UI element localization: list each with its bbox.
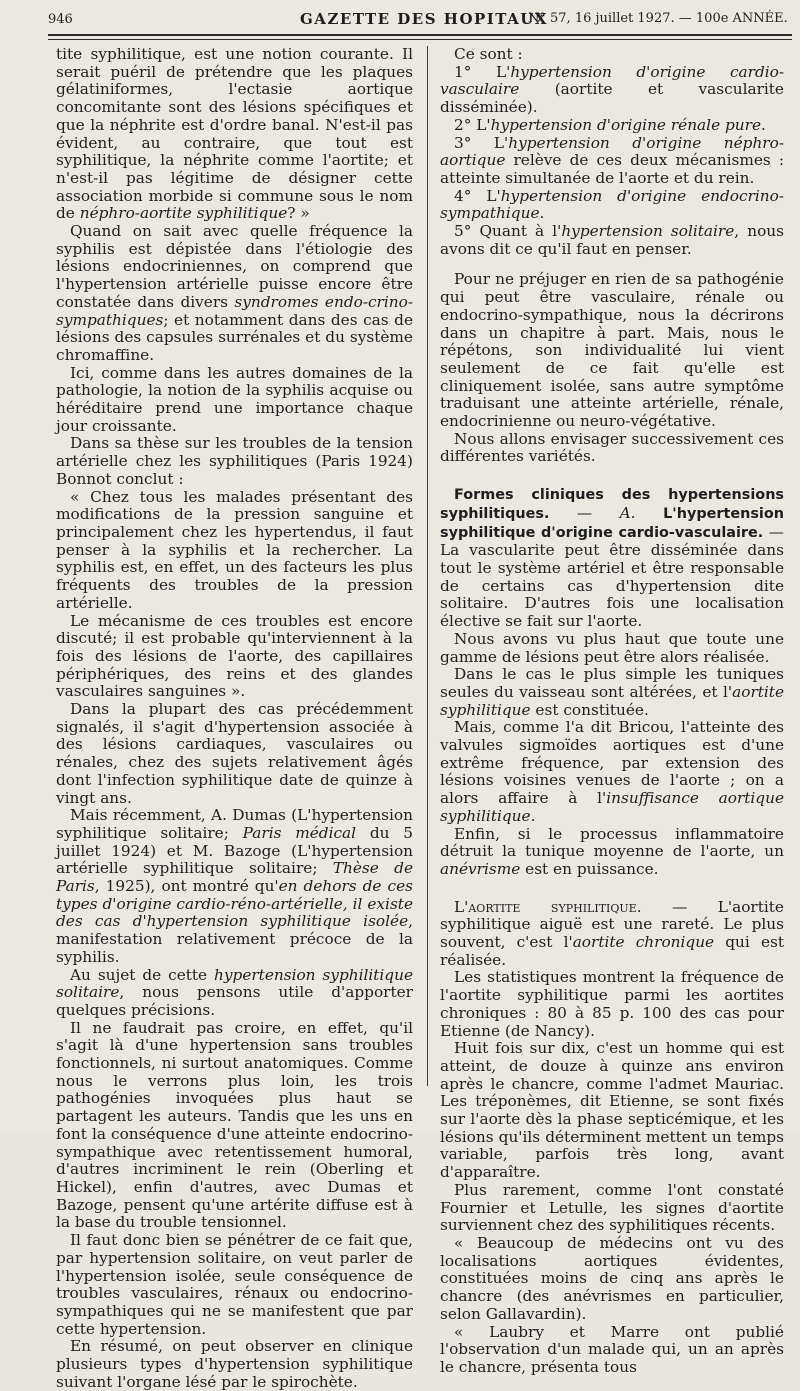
paragraph: [440, 826, 784, 879]
header-rule-thin: [48, 39, 792, 40]
section-paragraph: [440, 486, 784, 631]
paragraph: Ce sont :: [454, 45, 523, 63]
paragraph: Dans la plupart des cas précédemment signalés, il s'agit d'hypertension associée à des lésions cardiaques, vasculaires ou rénales, chez des sujets relativement âgés dont l'infection syphilitique date de quinze à vingt ans.: [56, 700, 413, 807]
emphasis: néphro-aortite syphilitique: [79, 204, 288, 223]
text: 3° L': [454, 133, 509, 152]
list-item: [440, 188, 784, 223]
section-paragraph: [440, 899, 784, 970]
paragraph: Nous avons vu plus haut que toute une gamme de lésions peut être alors réalisée.: [440, 629, 784, 666]
text: qui est réalisée.: [440, 933, 784, 969]
paragraph: [56, 967, 413, 1020]
section-heading: Formes cliniques des hypertensions syphilitiques.: [440, 487, 784, 522]
emphasis: en dehors de ces types d'origine cardio-réno-artérielle, il existe des cas d'hypertension syphilitique isolée: [56, 877, 413, 931]
text: relève de ces deux mécanismes : atteinte simultanée de l'aorte et du rein.: [440, 151, 784, 187]
text: Mais, comme l'a dit Bricou, l'atteinte des valvules sigmoïdes aortiques est d'une extrême fréquence, par extension des lésions voisines venues de l'aorte ; on a alors affaire à l': [440, 718, 784, 808]
emphasis: hypertension d'origine cardio-vasculaire: [440, 62, 785, 99]
list-item: [440, 64, 784, 117]
left-column: [56, 46, 413, 1391]
emphasis: aortite chronique: [572, 933, 715, 952]
page-header: [48, 10, 788, 32]
text: — La vascularite peut être disséminée dans tout le système artériel et être responsable de certains cas d'hypertension dite solitaire. D'autres fois une localisation élective se fait sur l'aorte.: [440, 522, 784, 631]
emphasis: hypertension d'origine néphro-aortique: [440, 133, 784, 170]
text: 1° L': [454, 62, 511, 81]
issue-info: N° 57, 16 juillet 1927. — 100e ANNÉE.: [528, 11, 788, 26]
paragraph: [56, 807, 413, 966]
text: , nous pensons utile d'apporter quelques précisions.: [56, 983, 413, 1019]
paragraph: Il ne faudrait pas croire, en effet, qu'il s'agit là d'une hypertension sans troubles fonctionnels, ni surtout anatomiques. Comme nous le verrons plus loin, les trois pathogénies invoquées plus haut se partagent les auteurs. Tandis que les uns en font la conséquence d'une atteinte endocrino-sympathique avec retentissement humoral, d'autres incriminent le rein (Oberling et Hickel), enfin d'autres, avec Dumas et Bazoge, pensent qu'une artérite diffuse est à la base du trouble tensionnel.: [56, 1018, 413, 1232]
emphasis: Paris médical: [242, 823, 357, 842]
column-divider: [427, 46, 428, 1086]
emphasis: hypertension syphilitique solitaire: [56, 965, 414, 1002]
text: —: [549, 503, 620, 522]
text: est constituée.: [530, 700, 649, 719]
paragraph: Il faut donc bien se pénétrer de ce fait que, par hypertension solitaire, on veut parler de l'hypertension isolée, seule conséquence de troubles vasculaires, rénaux ou endocrino-sympathiques qui ne se manifestent que par cette hypertension.: [56, 1231, 413, 1338]
text: .: [761, 115, 766, 134]
text: ; et notamment dans des cas de lésions des capsules surrénales et du système chromaffine.: [56, 310, 413, 364]
emphasis: aortite syphilitique: [440, 682, 784, 719]
text: du 5 juillet 1924) et M. Bazoge (L'hypertension artérielle syphilitique solitaire;: [56, 823, 413, 878]
paragraph: Dans sa thèse sur les troubles de la tension artérielle chez les syphilitiques (Paris 1924) Bonnot conclut :: [56, 434, 413, 488]
text: Mais récemment, A. Dumas (L'hypertension syphilitique solitaire;: [56, 806, 413, 842]
paragraph: [56, 223, 413, 365]
paragraph: Les statistiques montrent la fréquence de l'aortite syphilitique parmi les aortites chroniques : 80 à 85 p. 100 des cas pour Etienne (de Nancy).: [440, 968, 784, 1040]
paragraph: Plus rarement, comme l'ont constaté Fournier et Letulle, les signes d'aortite surviennent chez des syphilitiques récents.: [440, 1180, 784, 1235]
emphasis: A.: [619, 503, 636, 522]
text: Quand on sait avec quelle fréquence la syphilis est dépistée dans l'étiologie des lésions endocriniennes, on comprend que l'hypertension artérielle puisse encore être constatée dans divers: [56, 222, 413, 311]
paragraph: Pour ne préjuger en rien de sa pathogénie qui peut être vasculaire, rénale ou endocrino-sympathique, nous la décrirons dans un chapitre à part. Mais, nous le répétons, son individualité lui vient seulement de ce fait qu'elle est cliniquement isolée, sans autre symptôme traduisant une atteinte artérielle, rénale, endocrinienne ou neuro-végétative.: [440, 270, 784, 431]
paragraph: Le mécanisme de ces troubles est encore discuté; il est probable qu'interviennent à la fois des lésions de l'aorte, des capillaires périphériques, des reins et des glandes vasculaires sanguines ».: [56, 611, 413, 701]
text: — L'aortite syphilitique aiguë est une rareté. Le plus souvent, c'est l': [440, 897, 784, 952]
text: , nous avons dit ce qu'il faut en penser.: [440, 222, 784, 258]
paragraph: Huit fois sur dix, c'est un homme qui est atteint, de douze à quinze ans environ après le chancre, comme l'admet Mauriac. Les tréponèmes, dit Etienne, se sont fixés sur l'aorte dès la phase septicémique, et les lésions qu'ils déterminent mettent un temps variable, parfois très long, avant d'apparaître.: [440, 1039, 784, 1182]
paragraph: « Beaucoup de médecins ont vu des localisations aortiques évidentes, constituées moins de cinq ans après le chancre (des anévrismes en particulier, selon Gallavardin).: [440, 1234, 784, 1323]
text: Au sujet de cette: [70, 965, 215, 984]
emphasis: syndromes endo-crino-sympathiques: [56, 292, 413, 329]
journal-title: GAZETTE DES HOPITAUX: [300, 10, 549, 28]
paragraph: [440, 719, 784, 825]
paragraph: « Laubry et Marre ont publié l'observation d'un malade qui, un an après le chancre, présenta tous: [440, 1322, 784, 1376]
text: .: [539, 204, 545, 223]
paragraph: [56, 46, 413, 223]
text: 4° L': [454, 186, 501, 205]
text: tite syphilitique, est une notion courante. Il serait puéril de prétendre que les plaques gélatiniformes, l'ectasie aortique concomitante sont des lésions spécifiques et que la néphrite est d'ordre banal. N'est-il pas évident, au contraire, que tout est syphilitique, la néphrite comme l'aortite; et n'est-il pas légitime de désigner cette association morbide si commune sous le nom de: [56, 45, 413, 223]
emphasis: hypertension solitaire: [561, 222, 735, 241]
section-heading: L'aortite syphilitique.: [454, 897, 642, 916]
paragraph: [440, 666, 784, 719]
paragraph: Ici, comme dans les autres domaines de la pathologie, la notion de la syphilis acquise ou héréditaire prend une importance chaque jour croissante.: [56, 363, 413, 435]
emphasis: hypertension d'origine endocrino-sympathique: [440, 186, 785, 223]
text: 5° Quant à l': [454, 222, 562, 241]
emphasis: Thèse de Paris: [56, 859, 414, 896]
text: .: [530, 806, 536, 825]
text: Dans le cas le plus simple les tuniques seules du vaisseau sont altérées, et l': [440, 665, 784, 701]
list-item: [440, 223, 784, 258]
page-number: 946: [48, 12, 73, 27]
text: Enfin, si le processus inflammatoire détruit la tunique moyenne de l'aorte, un: [440, 824, 784, 861]
text: est en puissance.: [520, 859, 659, 878]
header-rule-thick: [48, 34, 792, 36]
list-item: [440, 117, 784, 135]
list-item: [440, 135, 784, 188]
paragraph: En résumé, on peut observer en clinique plusieurs types d'hypertension syphilitique suivant l'organe lésé par le spirochète.: [56, 1337, 413, 1391]
subsection-heading: L'hypertension syphilitique d'origine cardio-vasculaire.: [440, 505, 784, 541]
text: ? »: [287, 204, 310, 223]
emphasis: anévrisme: [440, 859, 521, 878]
emphasis: hypertension d'origine rénale pure: [490, 115, 761, 134]
right-column: [440, 46, 784, 1377]
paragraph: « Chez tous les malades présentant des modifications de la pression sanguine et principalement chez les hypertendus, il faut penser à la syphilis et la rechercher. La syphilis est, en effet, un des facteurs les plus fréquents des troubles de la pression artérielle.: [56, 487, 413, 612]
text: 2° L': [454, 115, 491, 134]
emphasis: insuffisance aortique syphilitique: [440, 789, 785, 825]
text: , manifestation relativement précoce de la syphilis.: [56, 912, 413, 966]
text: , 1925), ont montré qu': [94, 877, 279, 896]
paragraph: Nous allons envisager successivement ces différentes variétés.: [440, 429, 784, 466]
text: (aortite et vascularite disséminée).: [440, 80, 784, 117]
